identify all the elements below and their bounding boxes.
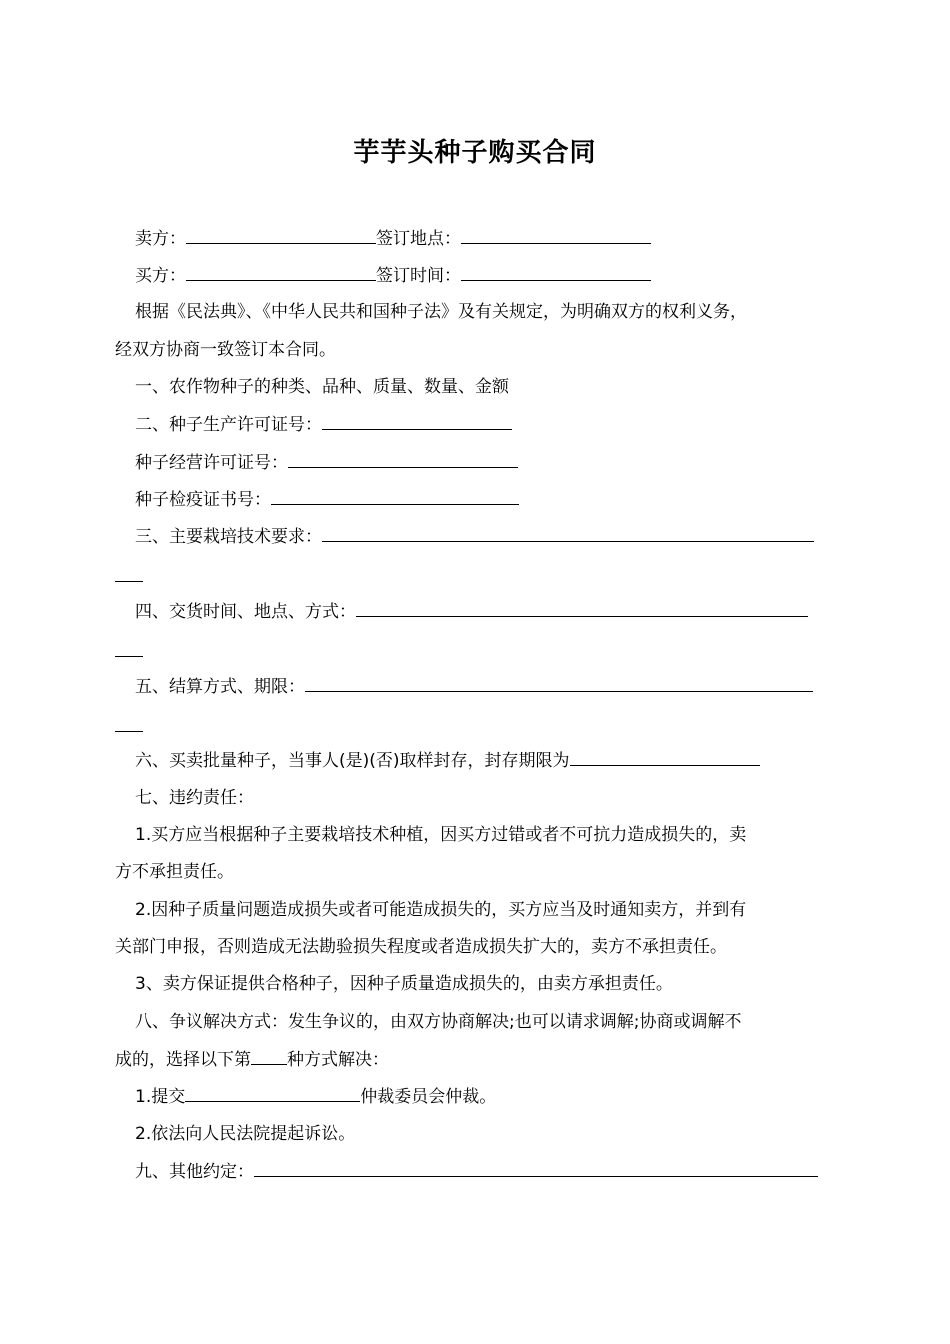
delivery-blank[interactable]: [356, 599, 808, 617]
quarantine-blank[interactable]: [271, 487, 519, 505]
buyer-label: 买方：: [135, 266, 186, 286]
delivery-blank-continued[interactable]: [115, 656, 143, 657]
sample-sealing-label: 六、买卖批量种子，当事人(是)(否)取样封存，封存期限为: [135, 751, 570, 771]
liability-2-line-1: 2.因种子质量问题造成损失或者可能造成损失的，买方应当及时通知卖方，并到有: [135, 900, 747, 920]
liability-1-line-1: 1.买方应当根据种子主要栽培技术种植，因买方过错或者不可抗力造成损失的，卖: [135, 825, 747, 845]
intro-line-2: 经双方协商一致签订本合同。: [115, 340, 336, 360]
section-7: 七、违约责任：: [135, 788, 254, 808]
sign-time-blank[interactable]: [461, 263, 651, 281]
dispute-choice-suffix: 种方式解决：: [287, 1050, 389, 1070]
business-license-label: 种子经营许可证号：: [135, 453, 288, 473]
cultivation-blank[interactable]: [322, 524, 814, 542]
arbitration-suffix: 仲裁委员会仲裁。: [360, 1087, 497, 1107]
section-4-row: [135, 599, 808, 624]
business-license-row: [135, 450, 518, 475]
quarantine-row: [135, 487, 519, 512]
arbitration-prefix: 1.提交: [135, 1087, 186, 1107]
production-license-label: 二、种子生产许可证号：: [135, 415, 322, 435]
sign-place-blank[interactable]: [461, 226, 651, 244]
sign-time-label: 签订时间：: [376, 266, 461, 286]
delivery-label: 四、交货时间、地点、方式：: [135, 602, 356, 622]
document-title: 芋芋头种子购买合同: [353, 138, 597, 168]
dispute-choice-prefix: 成的，选择以下第: [115, 1050, 251, 1070]
section-9-row: [135, 1159, 818, 1184]
settlement-blank[interactable]: [305, 674, 813, 692]
liability-2-line-2: 关部门申报，否则造成无法勘验损失程度或者造成损失扩大的，卖方不承担责任。: [115, 937, 727, 957]
section-3-row: [135, 524, 814, 549]
liability-3: 3、卖方保证提供合格种子，因种子质量造成损失的，由卖方承担责任。: [135, 974, 673, 994]
section-2-row: [135, 412, 512, 437]
dispute-line-1: 八、争议解决方式：发生争议的，由双方协商解决;也可以请求调解;协商或调解不: [135, 1012, 742, 1032]
other-terms-blank[interactable]: [254, 1159, 818, 1177]
quarantine-label: 种子检疫证书号：: [135, 490, 271, 510]
buyer-row: [135, 263, 651, 288]
sign-place-label: 签订地点：: [376, 229, 461, 249]
cultivation-label: 三、主要栽培技术要求：: [135, 527, 322, 547]
section-1: 一、农作物种子的种类、品种、质量、数量、金额: [135, 377, 509, 397]
settlement-label: 五、结算方式、期限：: [135, 677, 305, 697]
cultivation-blank-continued[interactable]: [115, 581, 143, 582]
dispute-choice-blank[interactable]: [251, 1047, 287, 1065]
buyer-blank[interactable]: [186, 263, 376, 281]
business-license-blank[interactable]: [288, 450, 518, 468]
liability-1-line-2: 方不承担责任。: [115, 862, 234, 882]
dispute-line-2: [115, 1047, 389, 1072]
seller-label: 卖方：: [135, 229, 186, 249]
arbitration-blank[interactable]: [185, 1084, 360, 1102]
arbitration-row: [135, 1084, 496, 1109]
litigation-option: 2.依法向人民法院提起诉讼。: [135, 1124, 356, 1144]
section-5-row: [135, 674, 813, 699]
seller-blank[interactable]: [186, 226, 376, 244]
seller-row: [135, 226, 651, 251]
settlement-blank-continued[interactable]: [115, 731, 143, 732]
intro-line-1: 根据《民法典》、《中华人民共和国种子法》及有关规定，为明确双方的权利义务，: [135, 302, 747, 322]
sealing-period-blank[interactable]: [570, 748, 760, 766]
production-license-blank[interactable]: [322, 412, 512, 430]
section-6-row: [135, 748, 760, 773]
other-terms-label: 九、其他约定：: [135, 1162, 254, 1182]
